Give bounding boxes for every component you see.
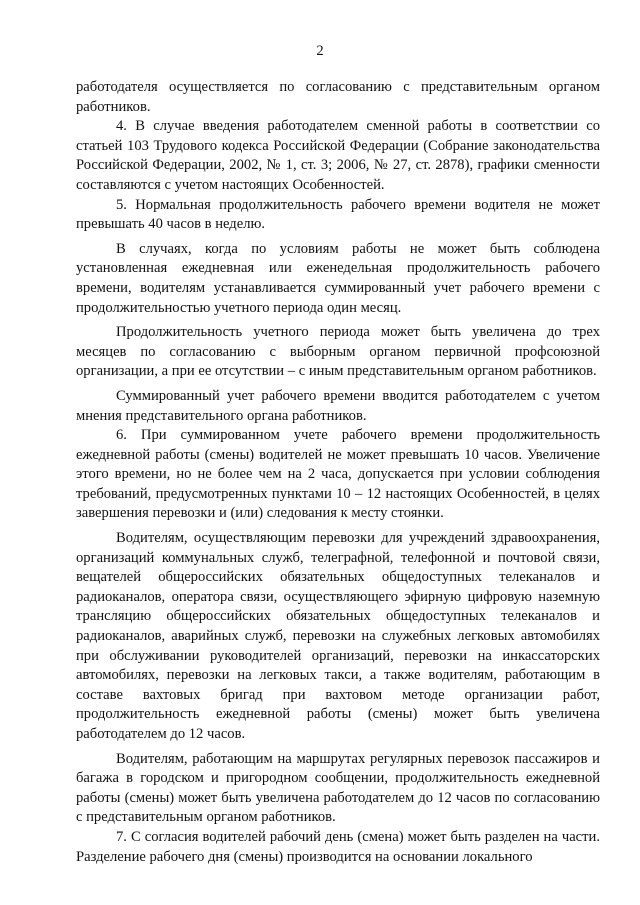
paragraph-continuation: работодателя осуществляется по согласованию с представительным органом работников. bbox=[76, 79, 600, 115]
paragraph-summary-accounting: В случаях, когда по условиям работы не может быть соблюдена установленная ежедневная или еженедельная продолжительность рабочего времени, водителям устанавливается суммированный учет рабочего времени с продолжительностью учетного периода один месяц. bbox=[76, 240, 600, 316]
document-body bbox=[76, 78, 600, 867]
paragraph-item-7: 7. С согласия водителей рабочий день (смена) может быть разделен на части. Разделение рабочего дня (смены) производится на основании локального bbox=[76, 828, 600, 865]
paragraph-extended-shift: Водителям, осуществляющим перевозки для учреждений здравоохранения, организаций коммунальных служб, телеграфной, телефонной и почтовой связи, вещателей общероссийских обязательных общедоступных телеканалов и радиоканалов, оператора связи, осуществляющего эфирную цифровую наземную трансляцию общероссийских обязательных общедоступных телеканалов и радиоканалов, аварийных служб, перевозки на служебных легковых автомобилях при обслуживании руководителей организаций, перевозки на инкассаторских автомобилях, перевозки на легковых такси, а также водителям, работающим в составе вахтовых бригад при вахтовом методе организации работ, продолжительность ежедневной работы (смены) может быть увеличена работодателем до 12 часов. bbox=[76, 530, 600, 742]
paragraph-summary-introduction: Суммированный учет рабочего времени вводится работодателем с учетом мнения представительного органа работников. bbox=[76, 387, 600, 424]
paragraph-item-4: 4. В случае введения работодателем сменной работы в соответствии со статьей 103 Трудового кодекса Российской Федерации (Собрание законодательства Российской Федерации, 2002, № 1, ст. 3; 2006, № 27, ст. 2878), графики сменности составляются с учетом настоящих Особенностей. bbox=[76, 118, 600, 193]
paragraph-item-5: 5. Нормальная продолжительность рабочего времени водителя не может превышать 40 часов в неделю. bbox=[76, 196, 600, 233]
paragraph-accounting-period: Продолжительность учетного периода может быть увеличена до трех месяцев по согласованию с выборным органом первичной профсоюзной организации, а при ее отсутствии – с иным представительным органом работников. bbox=[76, 324, 600, 380]
paragraph-regular-routes: Водителям, работающим на маршрутах регулярных перевозок пассажиров и багажа в городском и пригородном сообщении, продолжительность ежедневной работы (смены) может быть увеличена работодателем до 12 часов по согласованию с представительным органом работников. bbox=[76, 750, 600, 826]
page-number: 2 bbox=[316, 43, 324, 59]
paragraph-item-6: 6. При суммированном учете рабочего времени продолжительность ежедневной работы (смены) водителей не может превышать 10 часов. Увеличение этого времени, но не более чем на 2 часа, допускается при условии соблюдения требований, предусмотренных пунктами 10 – 12 настоящих Особенностей, в целях завершения перевозки и (или) следования к месту стоянки. bbox=[76, 427, 600, 522]
